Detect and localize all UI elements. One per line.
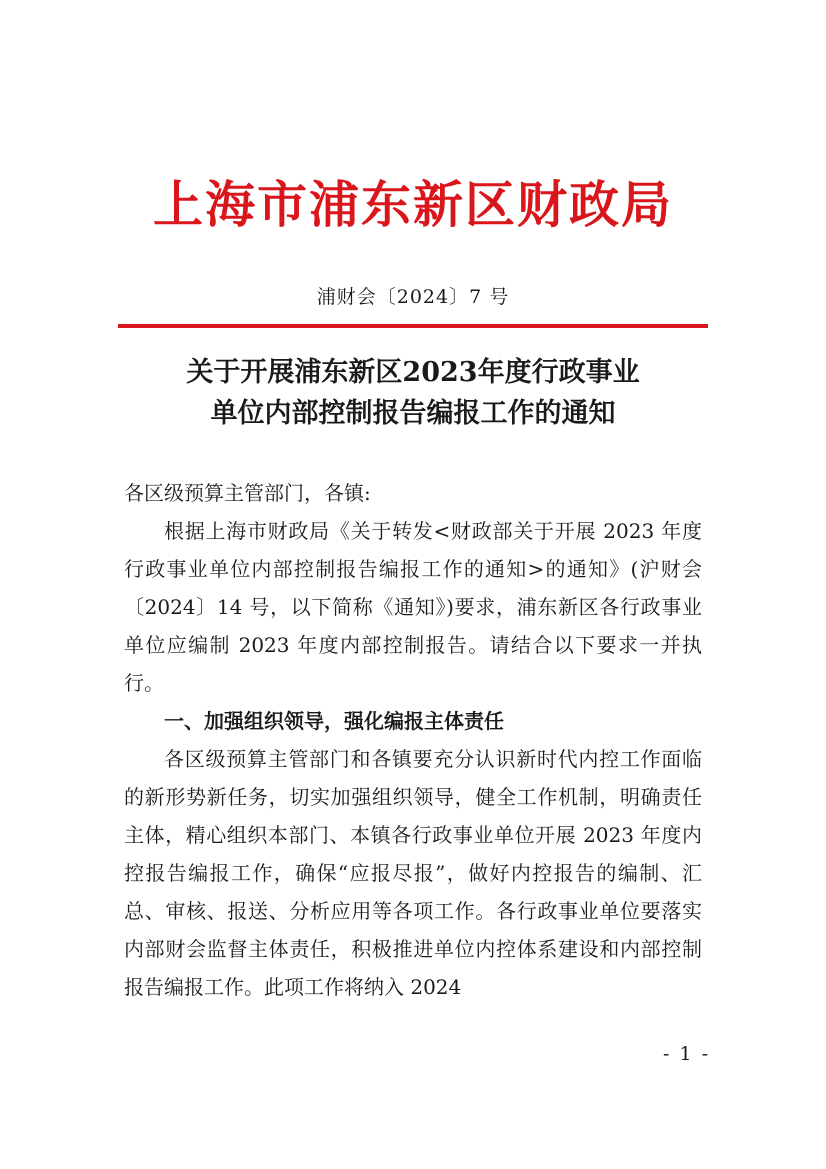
red-divider-rule	[118, 324, 708, 328]
paragraph-section-1: 各区级预算主管部门和各镇要充分认识新时代内控工作面临的新形势新任务，切实加强组织领导，健全工作机制，明确责任主体，精心组织本部门、本镇各行政事业单位开展 2023 年度内控报告编报工作，确保“应报尽报”，做好内控报告的编制、汇总、审核、报送、分析应用等各项工作。各行政事业单位要落实内部财会监督主体责任，积极推进单位内控体系建设和内部控制报告编报工作。此项工作将纳入 2024	[124, 747, 702, 999]
document-title	[0, 352, 826, 434]
paragraph-intro: 根据上海市财政局《关于转发<财政部关于开展 2023 年度行政事业单位内部控制报告编报工作的通知>的通知》(沪财会〔2024〕14 号，以下简称《通知》)要求，浦东新区各行政事业单位应编制 2023 年度内部控制报告。请结合以下要求一并执行。	[124, 519, 702, 695]
title-line-2: 单位内部控制报告编报工作的通知	[210, 398, 616, 429]
document-number: 浦财会〔2024〕7 号	[316, 286, 510, 308]
document-body	[124, 474, 702, 1006]
salutation: 各区级预算主管部门，各镇:	[124, 481, 371, 505]
title-line-1: 关于开展浦东新区2023年度行政事业	[186, 357, 640, 388]
section-heading-1: 一、加强组织领导，强化编报主体责任	[164, 709, 504, 733]
masthead-title: 上海市浦东新区财政局	[153, 176, 673, 234]
page-number: - 1 -	[662, 1043, 710, 1065]
